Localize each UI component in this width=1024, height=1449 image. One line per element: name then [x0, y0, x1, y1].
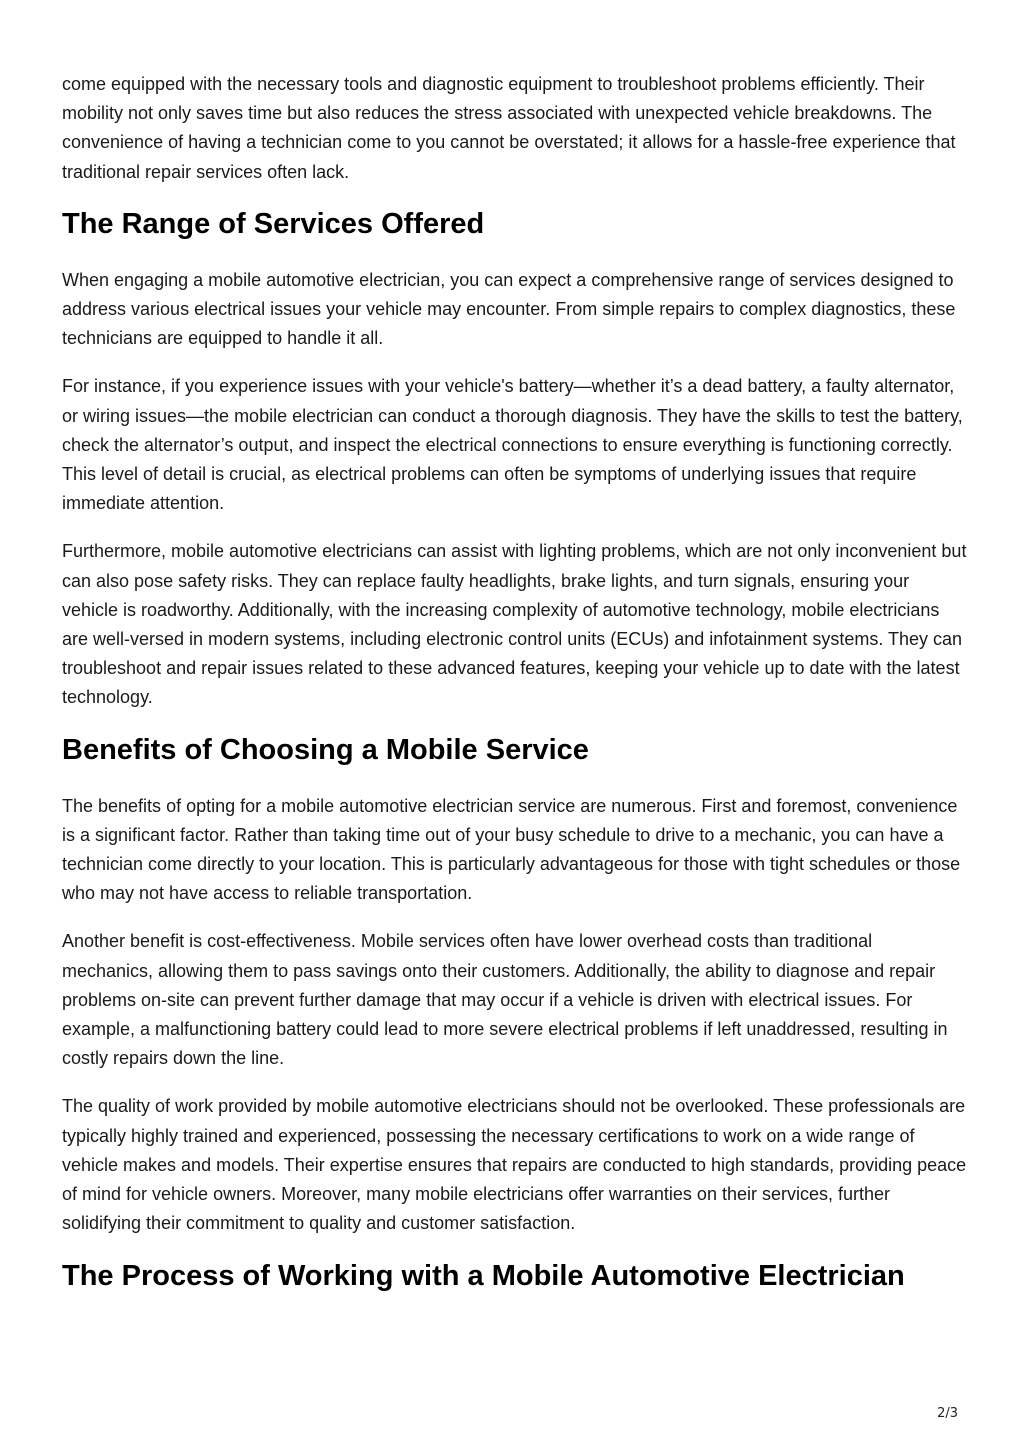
paragraph-battery-issues: For instance, if you experience issues with your vehicle's battery—whether it’s a dead battery, a faulty alternator, or wiring issues—the mobile electrician can conduct a thorough diagnosis. They have the skills to test the battery, check the alternator’s output, and inspect the electrical connections to ensure everything is functioning correctly. This level of detail is crucial, as electrical problems can often be symptoms of underlying issues that require immediate attention.	[62, 376, 963, 514]
heading-benefits-mobile-service: Benefits of Choosing a Mobile Service	[62, 733, 589, 766]
page-number: 2/3	[937, 1406, 958, 1421]
paragraph-intro-continued: come equipped with the necessary tools and diagnostic equipment to troubleshoot problems efficiently. Their mobility not only saves time but also reduces the stress associated with unexpected vehicle breakdowns. The convenience of having a technician come to you cannot be overstated; it allows for a hassle-free experience that traditional repair services often lack.	[62, 74, 956, 182]
paragraph-services-overview: When engaging a mobile automotive electrician, you can expect a comprehensive range of services designed to address various electrical issues your vehicle may encounter. From simple repairs to complex diagnostics, these technicians are equipped to handle it all.	[62, 269, 956, 349]
heading-process-working: The Process of Working with a Mobile Automotive Electrician	[62, 1259, 905, 1292]
document-page	[62, 70, 968, 1318]
paragraph-cost-effectiveness: Another benefit is cost-effectiveness. Mobile services often have lower overhead costs than traditional mechanics, allowing them to pass savings onto their customers. Additionally, the ability to diagnose and repair problems on-site can prevent further damage that may occur if a vehicle is driven with electrical issues. For example, a malfunctioning battery could lead to more severe electrical problems if left unaddressed, resulting in costly repairs down the line.	[62, 931, 948, 1069]
paragraph-quality-of-work: The quality of work provided by mobile automotive electricians should not be overlooked. These professionals are typically highly trained and experienced, possessing the necessary certifications to work on a wide range of vehicle makes and models. Their expertise ensures that repairs are conducted to high standards, providing peace of mind for vehicle owners. Moreover, many mobile electricians offer warranties on their services, further solidifying their commitment to quality and customer satisfaction.	[62, 1096, 967, 1234]
paragraph-convenience: The benefits of opting for a mobile automotive electrician service are numerous. First and foremost, convenience is a significant factor. Rather than taking time out of your busy schedule to drive to a mechanic, you can have a technician come directly to your location. This is particularly advantageous for those with tight schedules or those who may not have access to reliable transportation.	[62, 795, 961, 904]
heading-range-of-services: The Range of Services Offered	[62, 207, 485, 240]
paragraph-lighting-problems: Furthermore, mobile automotive electricians can assist with lighting problems, which are not only inconvenient but can also pose safety risks. They can replace faulty headlights, brake lights, and turn signals, ensuring your vehicle is roadworthy. Additionally, with the increasing complexity of automotive technology, mobile electricians are well-versed in modern systems, including electronic control units (ECUs) and infotainment systems. They can troubleshoot and repair issues related to these advanced features, keeping your vehicle up to date with the latest technology.	[62, 541, 967, 708]
